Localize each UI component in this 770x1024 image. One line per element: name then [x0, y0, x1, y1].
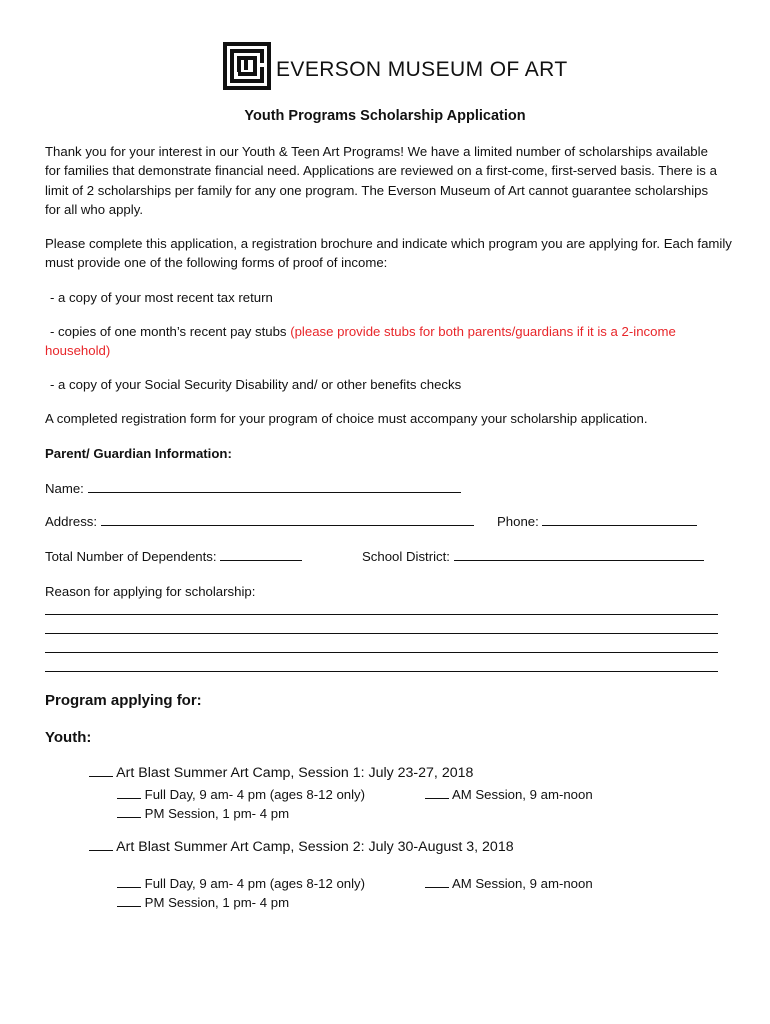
- address-field[interactable]: [45, 512, 474, 531]
- session2-pm-label: PM Session, 1 pm- 4 pm: [144, 895, 290, 910]
- session2-full-day-label: Full Day, 9 am- 4 pm (ages 8-12 only): [144, 876, 366, 891]
- session1-pm-checkbox-line[interactable]: [117, 805, 141, 818]
- dependents-label: Total Number of Dependents:: [45, 549, 217, 564]
- session1-am-label: AM Session, 9 am-noon: [451, 787, 593, 802]
- session1-full-day-label: Full Day, 9 am- 4 pm (ages 8-12 only): [144, 787, 366, 802]
- session1-pm-label: PM Session, 1 pm- 4 pm: [144, 806, 290, 821]
- address-input-line[interactable]: [101, 513, 474, 526]
- page-title: Youth Programs Scholarship Application: [244, 108, 526, 124]
- reason-input-line-1[interactable]: [45, 600, 718, 615]
- district-field[interactable]: [362, 547, 704, 566]
- name-label: Name:: [45, 481, 84, 496]
- session1-full-day-checkbox-line[interactable]: [117, 786, 141, 799]
- dependents-field[interactable]: [45, 547, 302, 566]
- phone-label: Phone:: [497, 514, 539, 529]
- museum-logo: [223, 42, 568, 90]
- session1-option[interactable]: [89, 764, 473, 781]
- proof-item-benefits: - a copy of your Social Security Disability and/ or other benefits checks: [50, 377, 462, 392]
- youth-heading: Youth:: [45, 729, 92, 746]
- session1-full-day-option[interactable]: [117, 785, 365, 804]
- proof-item-tax-return: - a copy of your most recent tax return: [50, 290, 273, 305]
- address-label: Address:: [45, 514, 98, 529]
- program-heading: Program applying for:: [45, 692, 202, 709]
- phone-input-line[interactable]: [542, 513, 697, 526]
- session1-title: Art Blast Summer Art Camp, Session 1: July 23-27, 2018: [116, 765, 474, 781]
- session2-title: Art Blast Summer Art Camp, Session 2: July 30-August 3, 2018: [116, 839, 514, 855]
- reason-input-line-2[interactable]: [45, 619, 718, 634]
- session2-option[interactable]: [89, 838, 514, 855]
- name-input-line[interactable]: [88, 480, 461, 493]
- session2-am-label: AM Session, 9 am-noon: [451, 876, 593, 891]
- reason-input-line-3[interactable]: [45, 638, 718, 653]
- instructions-paragraph: Please complete this application, a registration brochure and indicate which program you are applying for. Each family must provide one of the following forms of proof of income:: [45, 236, 732, 271]
- reason-label: Reason for applying for scholarship:: [45, 584, 256, 599]
- session2-am-checkbox-line[interactable]: [425, 875, 449, 888]
- district-label: School District:: [362, 549, 450, 564]
- session2-pm-checkbox-line[interactable]: [117, 894, 141, 907]
- everson-meander-logo-icon: [223, 42, 271, 90]
- name-field[interactable]: [45, 479, 461, 498]
- session2-checkbox-line[interactable]: [89, 838, 113, 851]
- session1-am-option[interactable]: [425, 785, 593, 804]
- pay-stubs-text: - copies of one month’s recent pay stubs: [50, 324, 291, 339]
- session2-am-option[interactable]: [425, 874, 593, 893]
- intro-paragraph: Thank you for your interest in our Youth & Teen Art Programs! We have a limited number of scholarships available for families that demonstrate financial need. Applications are reviewed on a first-come, first-served basis. There is a limit of 2 scholarships per family for any one program. The Everson Museum of Art cannot guarantee scholarships for all who apply.: [45, 144, 717, 218]
- museum-name: EVERSON MUSEUM OF ART: [276, 58, 568, 81]
- session1-am-checkbox-line[interactable]: [425, 786, 449, 799]
- session1-checkbox-line[interactable]: [89, 764, 113, 777]
- session2-full-day-option[interactable]: [117, 874, 365, 893]
- session2-pm-option[interactable]: [117, 893, 289, 912]
- proof-item-pay-stubs: [45, 322, 705, 361]
- phone-field[interactable]: [497, 512, 697, 531]
- session1-pm-option[interactable]: [117, 804, 289, 823]
- dependents-input-line[interactable]: [220, 548, 302, 561]
- reason-input-line-4[interactable]: [45, 657, 718, 672]
- session2-full-day-checkbox-line[interactable]: [117, 875, 141, 888]
- registration-note: A completed registration form for your program of choice must accompany your scholarship application.: [45, 411, 648, 426]
- district-input-line[interactable]: [454, 548, 704, 561]
- pay-stubs-note: (please provide stubs for both parents/guardians if it is a 2-income household): [45, 324, 676, 359]
- guardian-heading: Parent/ Guardian Information:: [45, 446, 232, 461]
